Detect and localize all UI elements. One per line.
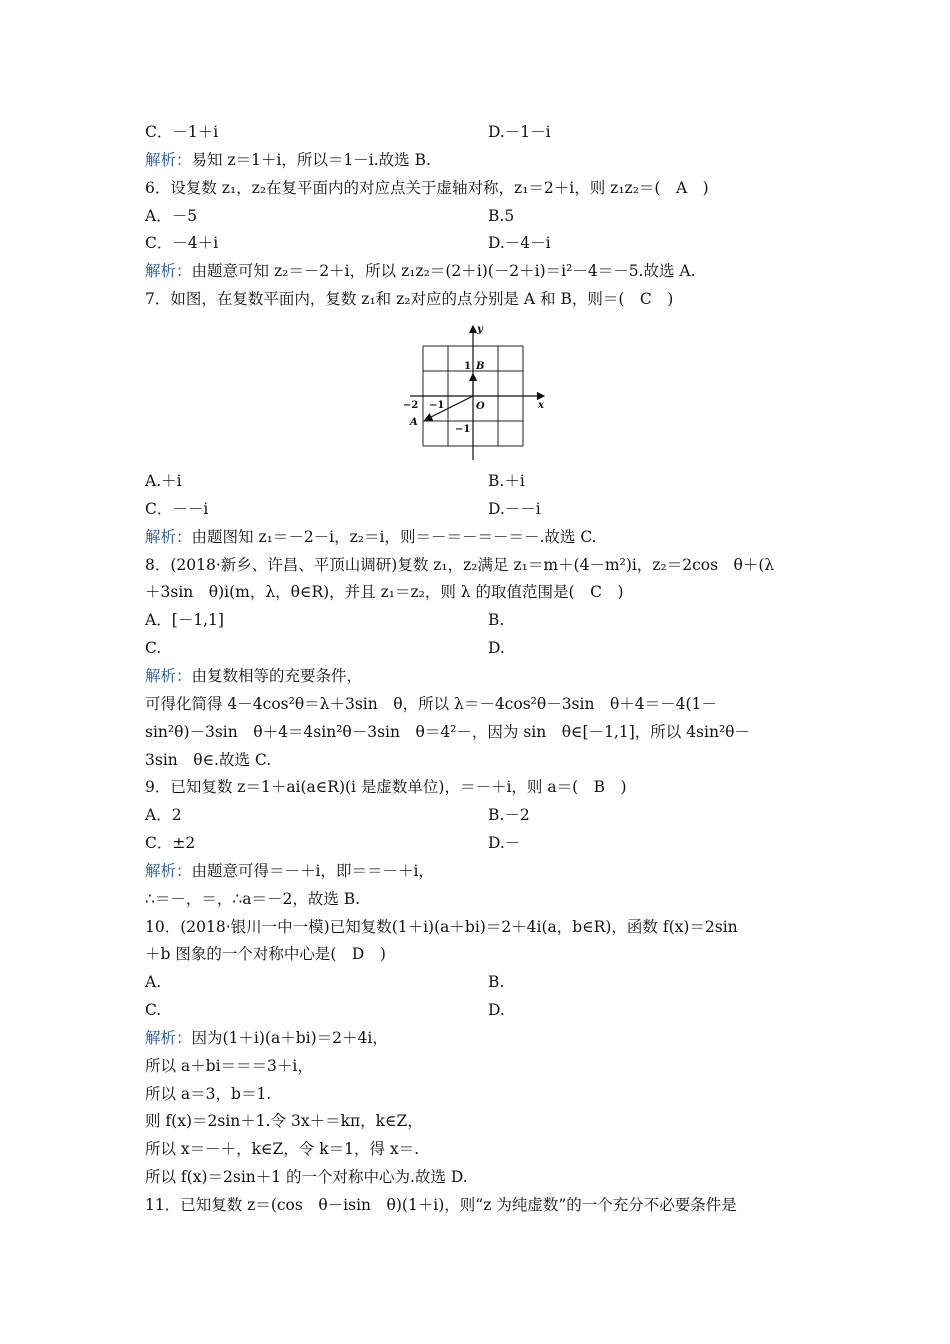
text-line [145,944,386,964]
line-text: 易知 z＝1＋i，所以＝1－i.故选 B. [191,151,431,169]
tick-y-1: 1 [464,361,471,372]
line-text: 8．(2018·新乡、许昌、平顶山调研)复数 z₁，z₂满足 z₁＝m＋(4－m²)i，z₂＝2cos θ＋(λ [145,556,775,574]
label-x: x [538,400,544,411]
label-y: y [477,324,483,335]
text-line [145,499,208,519]
text-line [145,777,627,797]
tick-x-neg1: −1 [429,400,445,411]
text-line [145,972,161,992]
solution-label: 解析： [145,528,192,546]
text-line [488,972,504,992]
text-line [145,666,362,686]
line-text: 由题意可知 z₂＝－2＋i，所以 z₁z₂＝(2＋i)(－2＋i)＝i²－4＝－5.故选 A. [191,262,696,280]
line-text: 所以 x＝－＋，k∈Z，令 k＝1，得 x＝. [145,1140,420,1158]
line-text: B.－2 [488,806,530,824]
line-text: 由题图知 z₁＝－2－i，z₂＝i，则＝－＝－＝－＝－.故选 C. [191,528,597,546]
line-text: 6．设复数 z₁，z₂在复平面内的对应点关于虚轴对称，z₁＝2＋i，则 z₁z₂＝( A ) [145,179,709,197]
text-line [488,1000,505,1020]
text-line [488,206,514,226]
solution-label: 解析： [145,667,192,685]
text-line [145,582,624,602]
text-line [145,122,218,142]
text-line [145,805,182,825]
text-line [145,1056,313,1076]
text-line [145,694,717,714]
text-line [145,555,774,575]
line-text: C．－4＋i [145,234,219,252]
line-text: D.－1－i [488,123,551,141]
text-line [145,917,738,937]
line-text: A.＋i [145,472,182,490]
text-line [145,750,271,770]
solution-label: 解析： [145,151,192,169]
line-text: 可得化简得 4－4cos²θ＝λ＋3sin θ，所以 λ＝－4cos²θ－3sin θ＋4＝－4(1－ [145,695,717,713]
text-line [145,1195,737,1215]
text-line [488,122,551,142]
line-text: A．－5 [145,207,198,225]
line-text: D. [488,1001,505,1019]
text-line [145,1139,419,1159]
text-line [145,527,597,547]
line-text: 则 f(x)＝2sin＋1.令 3x＋＝kπ，k∈Z， [145,1112,423,1130]
text-line [488,233,551,253]
line-text: 7．如图，在复数平面内，复数 z₁和 z₂对应的点分别是 A 和 B，则＝( C ) [145,290,674,308]
line-text: B.5 [488,207,515,225]
line-text: 3sin θ∈.故选 C. [145,751,272,769]
text-line [145,833,195,853]
solution-label: 解析： [145,862,192,880]
text-line [488,610,504,630]
solution-label: 解析： [145,262,192,280]
line-text: 所以 a＋bi＝＝＝3＋i， [145,1057,313,1075]
line-text: ∴＝－，＝，∴a＝－2，故选 B. [145,890,361,908]
text-line [145,261,696,281]
line-text: D. [488,639,505,657]
label-point-a: A [410,417,418,428]
line-text: B. [488,611,505,629]
line-text: 所以 f(x)＝2sin＋1 的一个对称中心为.故选 D. [145,1168,468,1186]
line-text: sin²θ)－3sin θ＋4＝4sin²θ－3sin θ＝4²－，因为 sin θ∈[－1,1]，所以 4sin²θ－ [145,723,751,741]
line-text: 所以 a＝3，b＝1. [145,1085,272,1103]
line-text: D.－4－i [488,234,551,252]
tick-x-neg2: −2 [403,400,419,411]
text-line [145,889,360,909]
complex-plane-figure [400,322,550,462]
line-text: C．±2 [145,834,196,852]
line-text: C．－－i [145,500,209,518]
line-text: 因为(1＋i)(a＋bi)＝2＋4i， [191,1029,388,1047]
line-text: 11．已知复数 z＝(cos θ－isin θ)(1＋i)，则“z 为纯虚数”的一个充分不必要条件是 [145,1196,737,1214]
text-line [145,722,750,742]
text-line [145,1111,423,1131]
line-text: 由题意可得＝－＋i，即＝＝－＋i， [191,862,434,880]
text-line [488,499,541,519]
text-line [145,233,218,253]
line-text: A．[－1,1] [145,611,224,629]
line-text: C．－1＋i [145,123,219,141]
line-text: ＋b 图象的一个对称中心是( D ) [145,945,386,963]
line-text: C. [145,639,162,657]
label-point-b: B [476,361,485,372]
text-line [145,206,197,226]
line-text: B.＋i [488,472,525,490]
text-line [145,610,224,630]
text-line [145,1167,468,1187]
line-text: C. [145,1001,162,1019]
text-line [488,471,525,491]
text-line [488,833,520,853]
text-line [488,805,530,825]
line-text: A．2 [145,806,182,824]
text-line [145,1000,161,1020]
text-line [145,471,182,491]
solution-label: 解析： [145,1029,192,1047]
line-text: D.－－i [488,500,541,518]
text-line [145,638,161,658]
text-line [145,1028,388,1048]
text-line [145,1084,271,1104]
text-line [488,638,505,658]
line-text: 10．(2018·银川一中一模)已知复数(1＋i)(a＋bi)＝2＋4i(a，b∈R)，函数 f(x)＝2sin [145,918,738,936]
tick-y-neg1: −1 [455,424,471,435]
line-text: B. [488,973,505,991]
text-line [145,150,431,170]
line-text: 由复数相等的充要条件， [191,667,363,685]
line-text: A. [145,973,162,991]
text-line [145,289,673,309]
label-origin: O [476,401,485,412]
text-line [145,861,434,881]
line-text: ＋3sin θ)i(m，λ，θ∈R)，并且 z₁＝z₂，则 λ 的取值范围是( C ) [145,583,624,601]
line-text: 9．已知复数 z＝1＋ai(a∈R)(i 是虚数单位)，＝－＋i，则 a＝( B ) [145,778,627,796]
text-line [145,178,709,198]
line-text: D.－ [488,834,521,852]
